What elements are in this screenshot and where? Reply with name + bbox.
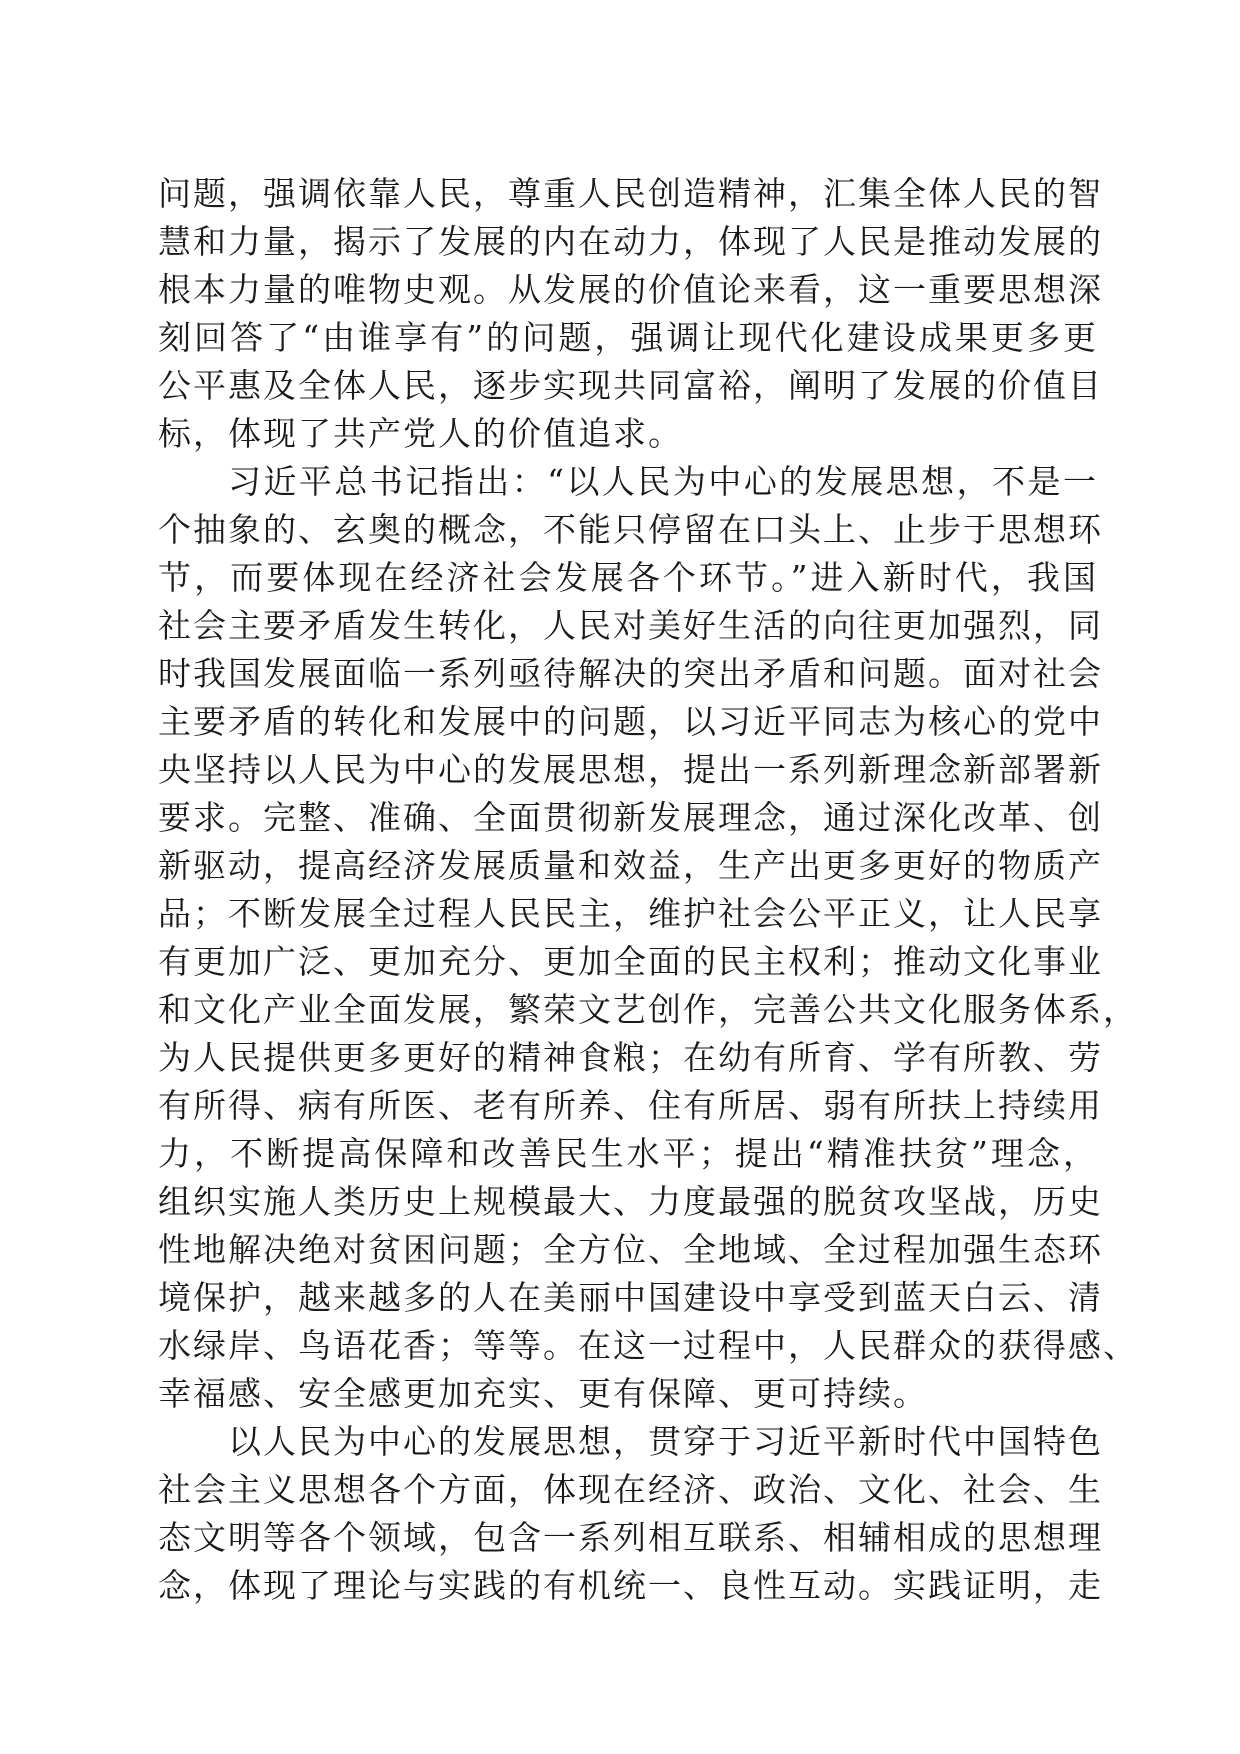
text-line: 节，而要体现在经济社会发展各个环节。”进入新时代，我国: [158, 558, 1098, 597]
text-line: 社会主义思想各个方面，体现在经济、政治、文化、社会、生: [158, 1470, 1103, 1509]
text-line: 主要矛盾的转化和发展中的问题，以习近平同志为核心的党中: [158, 702, 1103, 741]
text-line: 习近平总书记指出：“以人民为中心的发展思想，不是一: [228, 462, 1098, 501]
text-line: 品；不断发展全过程人民民主，维护社会公平正义，让人民享: [158, 894, 1103, 933]
text-line: 时我国发展面临一系列亟待解决的突出矛盾和问题。面对社会: [158, 654, 1103, 693]
text-line: 念，体现了理论与实践的有机统一、良性互动。实践证明，走: [158, 1566, 1103, 1605]
text-line: 和文化产业全面发展，繁荣文艺创作，完善公共文化服务体系，: [158, 990, 1138, 1029]
text-line: 有更加广泛、更加充分、更加全面的民主权利；推动文化事业: [158, 942, 1103, 981]
text-line: 新驱动，提高经济发展质量和效益，生产出更多更好的物质产: [158, 846, 1103, 885]
text-line: 以人民为中心的发展思想，贯穿于习近平新时代中国特色: [228, 1422, 1103, 1461]
text-line: 有所得、病有所医、老有所养、住有所居、弱有所扶上持续用: [158, 1086, 1103, 1125]
text-line: 水绿岸、鸟语花香；等等。在这一过程中，人民群众的获得感、: [158, 1326, 1138, 1365]
text-line: 力，不断提高保障和改善民生水平；提出“精准扶贫”理念，: [158, 1134, 1098, 1173]
paragraph-1: [158, 170, 1103, 458]
document-body: [158, 170, 1138, 1610]
text-line: 组织实施人类历史上规模最大、力度最强的脱贫攻坚战，历史: [158, 1182, 1103, 1221]
text-line: 慧和力量，揭示了发展的内在动力，体现了人民是推动发展的: [158, 222, 1103, 261]
text-line: 央坚持以人民为中心的发展思想，提出一系列新理念新部署新: [158, 750, 1103, 789]
text-line: 性地解决绝对贫困问题；全方位、全地域、全过程加强生态环: [158, 1230, 1103, 1269]
text-line: 态文明等各个领域，包含一系列相互联系、相辅相成的思想理: [158, 1518, 1103, 1557]
text-line: 问题，强调依靠人民，尊重人民创造精神，汇集全体人民的智: [158, 174, 1103, 213]
text-line: 社会主要矛盾发生转化，人民对美好生活的向往更加强烈，同: [158, 606, 1103, 645]
text-line: 刻回答了“由谁享有”的问题，强调让现代化建设成果更多更: [158, 318, 1098, 357]
paragraph-3: [158, 1418, 1103, 1610]
text-line: 标，体现了共产党人的价值追求。: [158, 414, 683, 453]
text-line: 要求。完整、准确、全面贯彻新发展理念，通过深化改革、创: [158, 798, 1103, 837]
text-line: 幸福感、安全感更加充实、更有保障、更可持续。: [158, 1374, 928, 1413]
text-line: 公平惠及全体人民，逐步实现共同富裕，阐明了发展的价值目: [158, 366, 1103, 405]
text-line: 为人民提供更多更好的精神食粮；在幼有所育、学有所教、劳: [158, 1038, 1103, 1077]
text-line: 个抽象的、玄奥的概念，不能只停留在口头上、止步于思想环: [158, 510, 1103, 549]
text-line: 境保护，越来越多的人在美丽中国建设中享受到蓝天白云、清: [158, 1278, 1103, 1317]
paragraph-2: [158, 458, 1138, 1418]
text-line: 根本力量的唯物史观。从发展的价值论来看，这一重要思想深: [158, 270, 1103, 309]
